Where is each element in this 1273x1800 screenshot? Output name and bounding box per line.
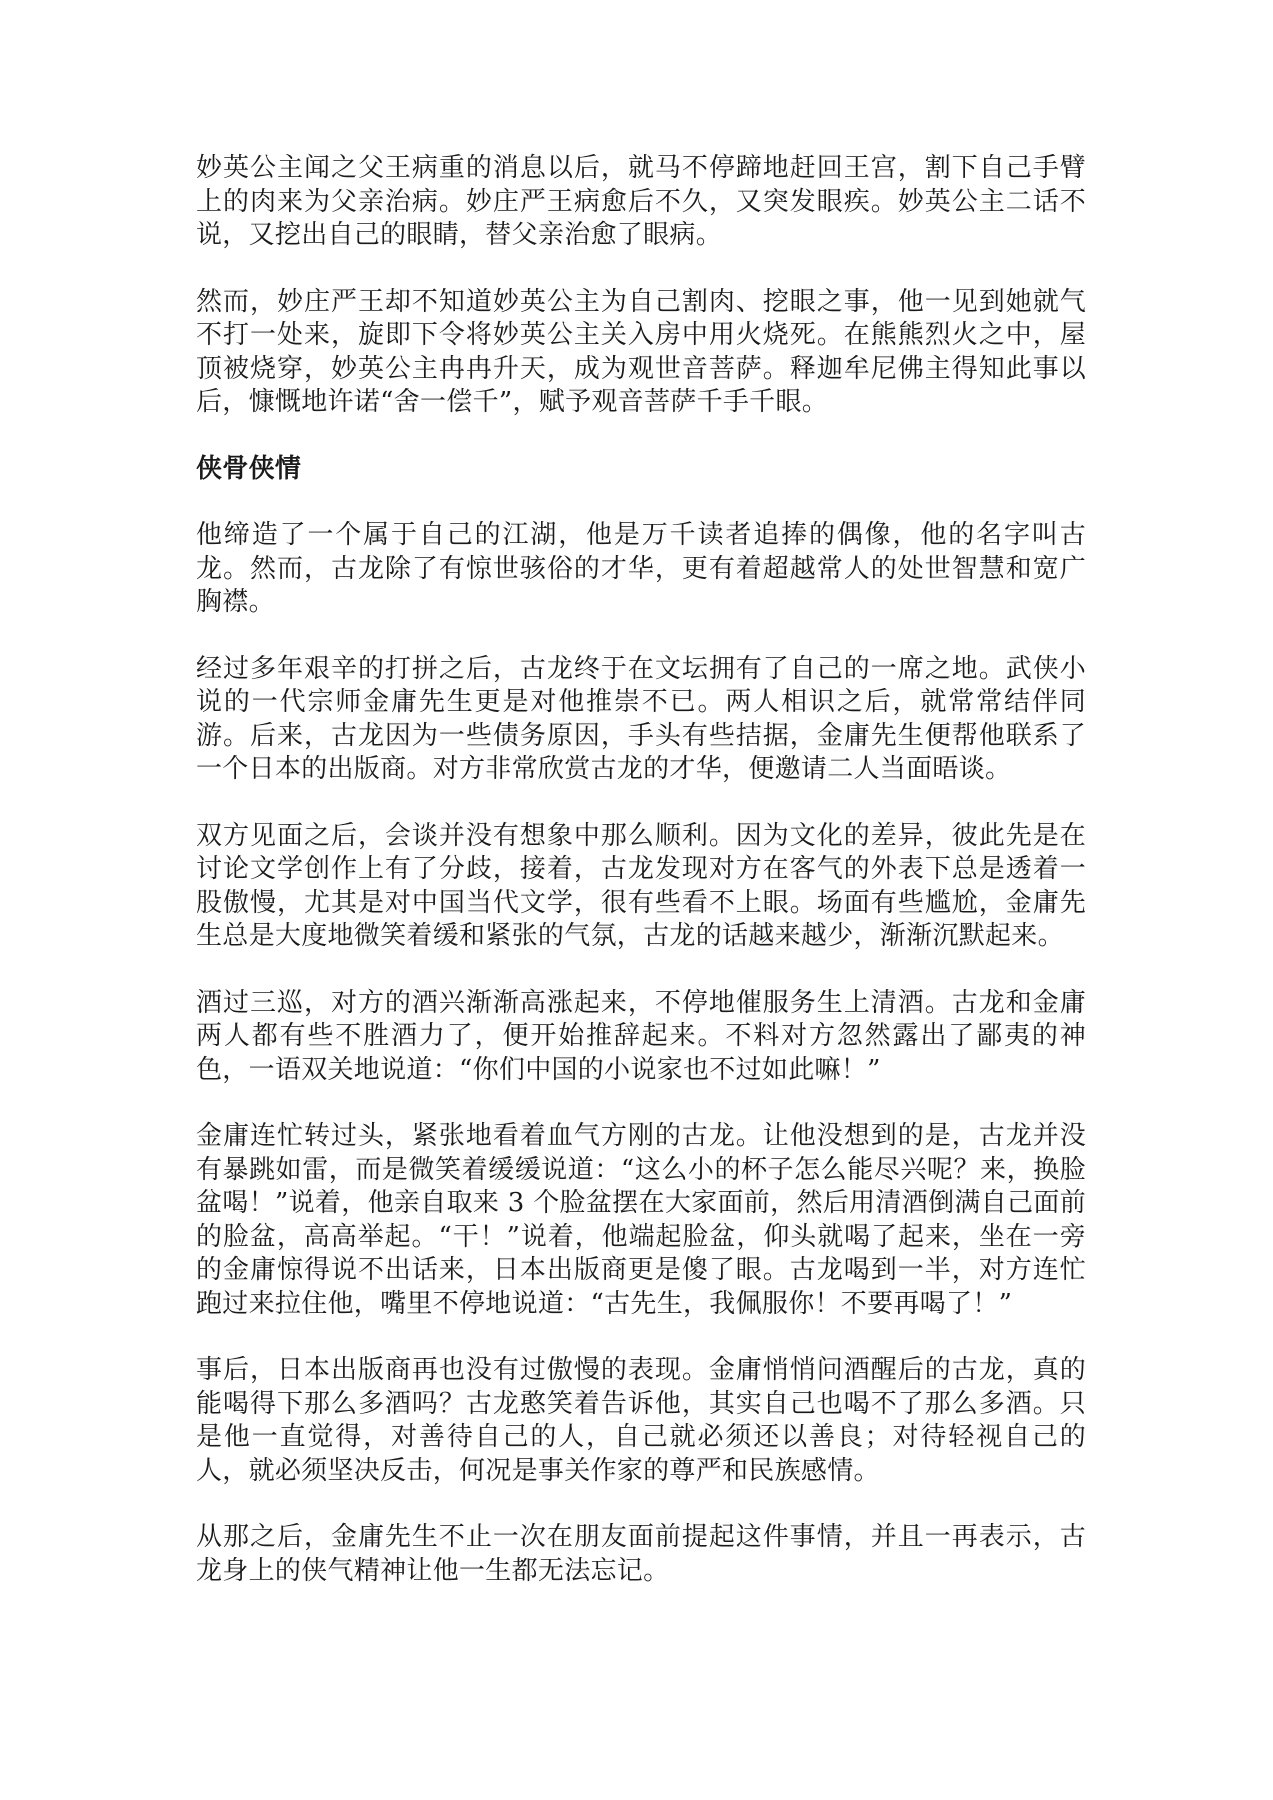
paragraph: 妙英公主闻之父王病重的消息以后，就马不停蹄地赶回王宫，割下自己手臂上的肉来为父亲治病。妙庄严王病愈后不久，又突发眼疾。妙英公主二话不说，又挖出自己的眼睛，替父亲治愈了眼病。 (196, 153, 1086, 250)
paragraph: 从那之后，金庸先生不止一次在朋友面前提起这件事情，并且一再表示，古龙身上的侠气精神让他一生都无法忘记。 (196, 1522, 1086, 1586)
paragraph: 他缔造了一个属于自己的江湖，他是万千读者追捧的偶像，他的名字叫古龙。然而，古龙除了有惊世骇俗的才华，更有着超越常人的处世智慧和宽广胸襟。 (196, 520, 1086, 617)
paragraph: 事后，日本出版商再也没有过傲慢的表现。金庸悄悄问酒醒后的古龙，真的能喝得下那么多酒吗？古龙憨笑着告诉他，其实自己也喝不了那么多酒。只是他一直觉得，对善待自己的人，自己就必须还以善良；对待轻视自己的人，就必须坚决反击，何况是事关作家的尊严和民族感情。 (196, 1355, 1086, 1486)
paragraph: 金庸连忙转过头，紧张地看着血气方刚的古龙。让他没想到的是，古龙并没有暴跳如雷，而是微笑着缓缓说道：“这么小的杯子怎么能尽兴呢？来，换脸盆喝！”说着，他亲自取来 3 个脸盆摆在大家面前，然后用清酒倒满自己面前的脸盆，高高举起。“干！”说着，他端起脸盆，仰头就喝了起来，坐在一旁的金庸惊得说不出话来，日本出版商更是傻了眼。古龙喝到一半，对方连忙跑过来拉住他，嘴里不停地说道：“古先生，我佩服你！不要再喝了！” (196, 1121, 1086, 1319)
document-body (196, 152, 1086, 1621)
section-heading: 侠骨侠情 (196, 453, 302, 484)
paragraph: 然而，妙庄严王却不知道妙英公主为自己割肉、挖眼之事，他一见到她就气不打一处来，旋即下令将妙英公主关入房中用火烧死。在熊熊烈火之中，屋顶被烧穿，妙英公主冉冉升天，成为观世音菩萨。释迦牟尼佛主得知此事以后，慷慨地许诺“舍一偿千”，赋予观音菩萨千手千眼。 (196, 286, 1086, 417)
paragraph: 酒过三巡，对方的酒兴渐渐高涨起来，不停地催服务生上清酒。古龙和金庸两人都有些不胜酒力了，便开始推辞起来。不料对方忽然露出了鄙夷的神色，一语双关地说道：“你们中国的小说家也不过如此嘛！” (196, 987, 1086, 1085)
paragraph: 经过多年艰辛的打拼之后，古龙终于在文坛拥有了自己的一席之地。武侠小说的一代宗师金庸先生更是对他推崇不已。两人相识之后，就常常结伴同游。后来，古龙因为一些债务原因，手头有些拮据，金庸先生便帮他联系了一个日本的出版商。对方非常欣赏古龙的才华，便邀请二人当面晤谈。 (196, 653, 1086, 784)
paragraph: 双方见面之后，会谈并没有想象中那么顺利。因为文化的差异，彼此先是在讨论文学创作上有了分歧，接着，古龙发现对方在客气的外表下总是透着一股傲慢，尤其是对中国当代文学，很有些看不上眼。场面有些尴尬，金庸先生总是大度地微笑着缓和紧张的气氛，古龙的话越来越少，渐渐沉默起来。 (196, 820, 1086, 951)
